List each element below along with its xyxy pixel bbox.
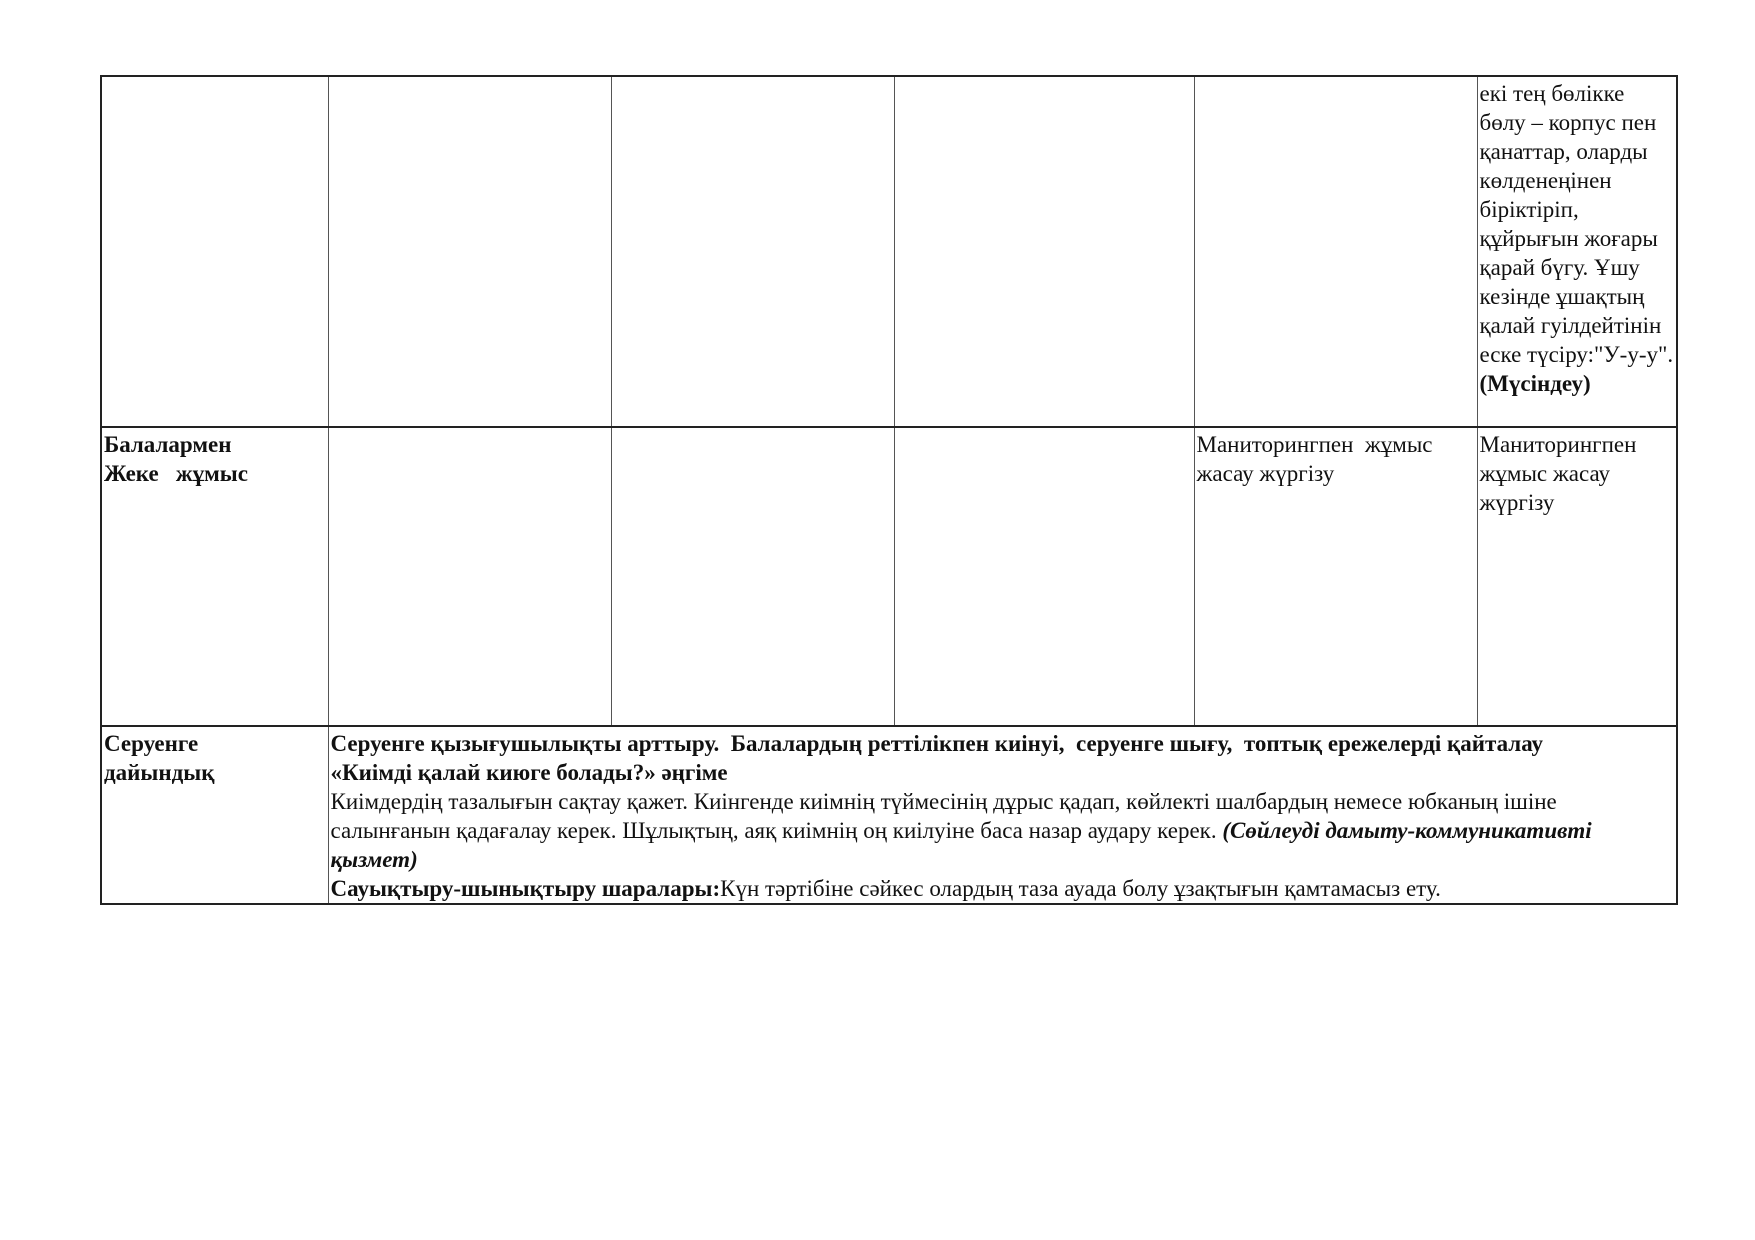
monitoring-text-col5: Маниторингпен жұмыс жасау жүргізу bbox=[1196, 432, 1439, 486]
cell-col6-monitoring bbox=[1477, 427, 1677, 726]
plan-table bbox=[100, 75, 1678, 905]
walk-label-line2: дайындық bbox=[104, 760, 215, 785]
walk-body bbox=[331, 787, 1675, 874]
clothing-instructions: Киімдердің тазалығын сақтау қажет. Киінгенде киімнің түймесінің дұрыс қадап, көйлекті шалбардың немесе юбканың ішіне салынғанын қадағалау керек. Шұлықтың, аяқ киімнің оң киілуіне баса назар аудару керек. bbox=[330, 789, 1557, 843]
speech-activity-label: (Сөйлеуді дамыту-коммуникативті қызмет) bbox=[330, 818, 1592, 872]
cell-walk-content bbox=[328, 726, 1677, 904]
cell-col2-empty bbox=[328, 76, 611, 427]
table-row-individual-work bbox=[101, 427, 1677, 726]
cell-col6-text bbox=[1477, 76, 1677, 427]
cell-col4-empty bbox=[894, 427, 1194, 726]
sculpting-label: (Мүсіндеу) bbox=[1479, 371, 1591, 396]
health-measures-label: Сауықтыру-шынықтыру шаралары: bbox=[330, 876, 721, 901]
cell-col5-monitoring bbox=[1194, 427, 1477, 726]
health-measures bbox=[331, 874, 1675, 903]
walk-heading: Серуенге қызығушылықты арттыру. Балалардың реттілікпен киінуі, серуенге шығу, топтық ережелерді қайталау bbox=[330, 731, 1544, 756]
cell-col5-empty bbox=[1194, 76, 1477, 427]
monitoring-text-col6: Маниторингпен жұмыс жасау жүргізу bbox=[1479, 432, 1637, 515]
cell-col3-empty bbox=[611, 427, 894, 726]
cell-col3-empty bbox=[611, 76, 894, 427]
health-measures-text: Күн тәртібіне сәйкес олардың таза ауада болу ұзақтығын қамтамасыз ету. bbox=[720, 876, 1441, 901]
airplane-craft-text: екі тең бөлікке бөлу – корпус пен қанаттар, оларды көлденеңінен біріктіріп, құйрығын жоғары қарай бүгу. Ұшу кезінде ұшақтың қалай гуілдейтінін еске түсіру:"У-у-у". bbox=[1479, 81, 1674, 367]
individual-label-line1: Балалармен bbox=[104, 432, 232, 457]
table-row-walk-prep bbox=[101, 726, 1677, 904]
cell-individual-label bbox=[101, 427, 328, 726]
individual-label-line2: Жеке жұмыс bbox=[104, 461, 248, 486]
table-row-continuation bbox=[101, 76, 1677, 427]
cell-walk-label bbox=[101, 726, 328, 904]
walk-label-line1: Серуенге bbox=[104, 731, 199, 756]
cell-col4-empty bbox=[894, 76, 1194, 427]
conversation-title: «Киімді қалай киюге болады?» әңгіме bbox=[330, 760, 728, 785]
cell-col2-empty bbox=[328, 427, 611, 726]
cell-label-empty bbox=[101, 76, 328, 427]
